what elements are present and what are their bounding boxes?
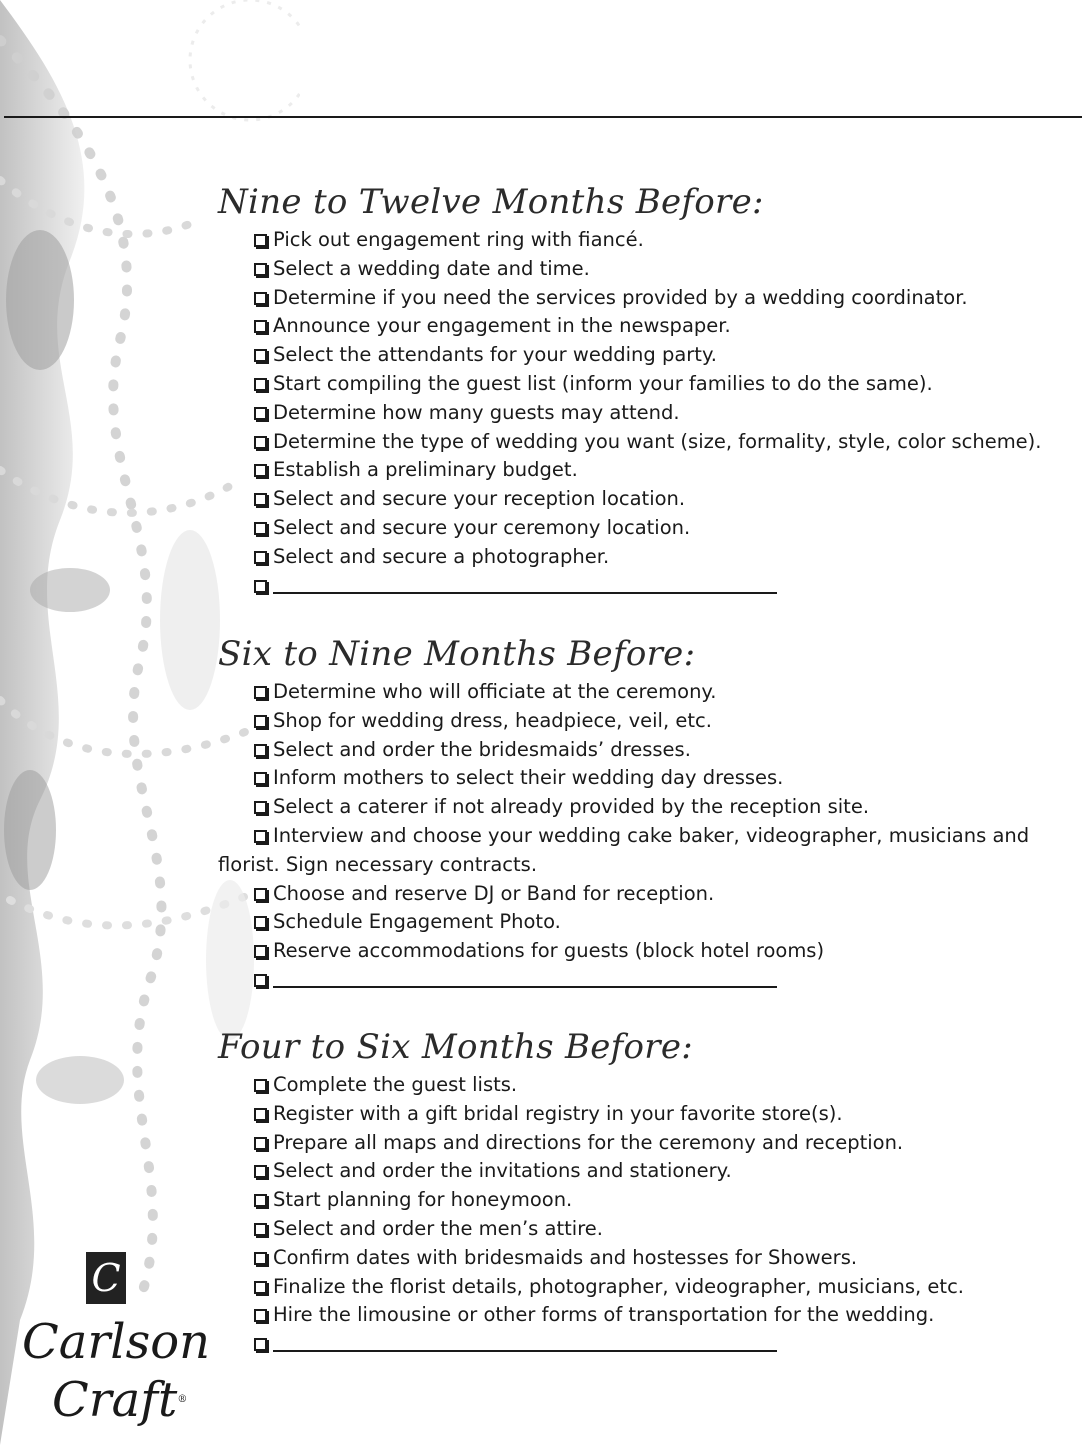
checkbox-icon[interactable] (254, 686, 267, 699)
item-text: Determine the type of wedding you want (size, formality, style, color scheme). (273, 429, 1042, 453)
section-heading: Nine to Twelve Months Before: (218, 182, 764, 222)
brand-name-line2-text: Craft (52, 1372, 178, 1428)
checkbox-icon[interactable] (254, 772, 267, 785)
checkbox-icon[interactable] (254, 888, 267, 901)
section-four-to-six-months (218, 1023, 1068, 1359)
checklist-item-blank (254, 966, 1068, 995)
checklist-item (254, 312, 1068, 341)
item-text: Determine how many guests may attend. (273, 400, 680, 424)
section-six-to-nine-months (218, 630, 1068, 995)
checkbox-icon[interactable] (254, 320, 267, 333)
item-text: Select the attendants for your wedding party. (273, 343, 717, 367)
item-text: Select and order the men’s attire. (273, 1216, 603, 1240)
checkbox-icon[interactable] (254, 464, 267, 477)
checkbox-icon[interactable] (254, 263, 267, 276)
checklist-item (254, 399, 1068, 428)
checkbox-icon[interactable] (254, 945, 267, 958)
checklist-item (254, 456, 1068, 485)
checkbox-icon[interactable] (254, 580, 267, 593)
brand-mark-icon: C (86, 1252, 126, 1304)
write-in-line[interactable] (273, 1350, 777, 1352)
item-text: Determine if you need the services provided by a wedding coordinator. (273, 285, 968, 309)
checklist-item (254, 514, 1068, 543)
checkbox-icon[interactable] (254, 974, 267, 987)
item-text-continued: florist. Sign necessary contracts. (218, 852, 538, 876)
item-text: Select and secure your reception location. (273, 487, 686, 511)
checkbox-icon[interactable] (254, 493, 267, 506)
item-text: Finalize the florist details, photographer, videographer, musicians, etc. (273, 1274, 964, 1298)
checklist-item (254, 1157, 1068, 1186)
checkbox-icon[interactable] (254, 436, 267, 449)
item-text: Reserve accommodations for guests (block hotel rooms) (273, 939, 825, 963)
checkbox-icon[interactable] (254, 551, 267, 564)
checkbox-icon[interactable] (254, 801, 267, 814)
item-text: Establish a preliminary budget. (273, 458, 578, 482)
checklist-item (254, 1215, 1068, 1244)
checklist-item (254, 284, 1068, 313)
item-text: Shop for wedding dress, headpiece, veil, etc. (273, 708, 712, 732)
item-text: Schedule Engagement Photo. (273, 910, 561, 934)
item-text: Select and order the invitations and stationery. (273, 1159, 732, 1183)
checklist-item (254, 1129, 1068, 1158)
checklist-item (254, 485, 1068, 514)
checklist-item (254, 428, 1068, 457)
checklist-item (254, 1301, 1068, 1330)
checkbox-icon[interactable] (254, 1252, 267, 1265)
checklist-item (254, 1100, 1068, 1129)
item-text: Complete the guest lists. (273, 1073, 518, 1096)
item-text: Select and order the bridesmaids’ dresses. (273, 737, 691, 761)
checkbox-icon[interactable] (254, 378, 267, 391)
checklist-item-blank (254, 1330, 1068, 1359)
checkbox-icon[interactable] (254, 234, 267, 247)
checklist-item (254, 678, 1068, 707)
item-text: Inform mothers to select their wedding day dresses. (273, 766, 784, 790)
brand-name-line2 (52, 1372, 187, 1428)
checkbox-icon[interactable] (254, 407, 267, 420)
item-text: Announce your engagement in the newspaper. (273, 314, 731, 338)
section-heading: Six to Nine Months Before: (218, 634, 696, 674)
checklist-item (218, 822, 1054, 880)
checklist (218, 226, 1068, 600)
section-heading: Four to Six Months Before: (218, 1027, 694, 1067)
checkbox-icon[interactable] (254, 292, 267, 305)
checklist-item (254, 255, 1068, 284)
item-text: Determine who will officiate at the ceremony. (273, 680, 717, 703)
checkbox-icon[interactable] (254, 1194, 267, 1207)
checklist-item (254, 1273, 1068, 1302)
checklist-item (254, 1186, 1068, 1215)
checkbox-icon[interactable] (254, 830, 267, 843)
checkbox-icon[interactable] (254, 1281, 267, 1294)
section-nine-to-twelve-months (218, 178, 1068, 600)
item-text: Select a caterer if not already provided by the reception site. (273, 795, 870, 819)
item-text: Select and secure a photographer. (273, 544, 610, 568)
checkbox-icon[interactable] (254, 1108, 267, 1121)
write-in-line[interactable] (273, 592, 777, 594)
checklist-item (254, 707, 1068, 736)
checkbox-icon[interactable] (254, 1165, 267, 1178)
checkbox-icon[interactable] (254, 1338, 267, 1351)
checklist-item (254, 793, 1068, 822)
carlson-craft-logo (22, 1250, 211, 1440)
checkbox-icon[interactable] (254, 1309, 267, 1322)
item-text: Start planning for honeymoon. (273, 1188, 573, 1212)
checkbox-icon[interactable] (254, 522, 267, 535)
item-text: Interview and choose your wedding cake baker, videographer, musicians and (273, 823, 1030, 847)
item-text: Select and secure your ceremony location. (273, 515, 691, 539)
checklist-item (254, 937, 1068, 966)
brand-name-line1: Carlson (22, 1314, 211, 1370)
header-rule (4, 116, 1082, 118)
checklist-item (254, 736, 1068, 765)
item-text: Register with a gift bridal registry in your favorite store(s). (273, 1101, 843, 1125)
checkbox-icon[interactable] (254, 1223, 267, 1236)
checkbox-icon[interactable] (254, 916, 267, 929)
checklist-item (254, 543, 1068, 572)
item-text: Hire the limousine or other forms of transportation for the wedding. (273, 1303, 935, 1327)
checkbox-icon[interactable] (254, 1137, 267, 1150)
checklist-item (254, 1244, 1068, 1273)
checklist-item (254, 908, 1068, 937)
write-in-line[interactable] (273, 986, 777, 988)
checklist-item (254, 764, 1068, 793)
checklist-item (254, 341, 1068, 370)
checklist-item (254, 226, 1068, 255)
item-text: Pick out engagement ring with fiancé. (273, 228, 644, 251)
checkbox-icon[interactable] (254, 1079, 267, 1092)
checklist-item (254, 370, 1068, 399)
checklist-item (254, 880, 1068, 909)
checklist-item (254, 1071, 1068, 1100)
checkbox-icon[interactable] (254, 744, 267, 757)
checklist (218, 1071, 1068, 1359)
item-text: Start compiling the guest list (inform your families to do the same). (273, 371, 933, 395)
item-text: Prepare all maps and directions for the ceremony and reception. (273, 1130, 904, 1154)
item-text: Select a wedding date and time. (273, 256, 590, 280)
registered-mark: ® (177, 1394, 188, 1405)
item-text: Choose and reserve DJ or Band for reception. (273, 881, 715, 905)
checkbox-icon[interactable] (254, 349, 267, 362)
item-text: Confirm dates with bridesmaids and hostesses for Showers. (273, 1245, 858, 1269)
checklist-item-blank (254, 572, 1068, 601)
checklist (218, 678, 1068, 995)
checkbox-icon[interactable] (254, 715, 267, 728)
